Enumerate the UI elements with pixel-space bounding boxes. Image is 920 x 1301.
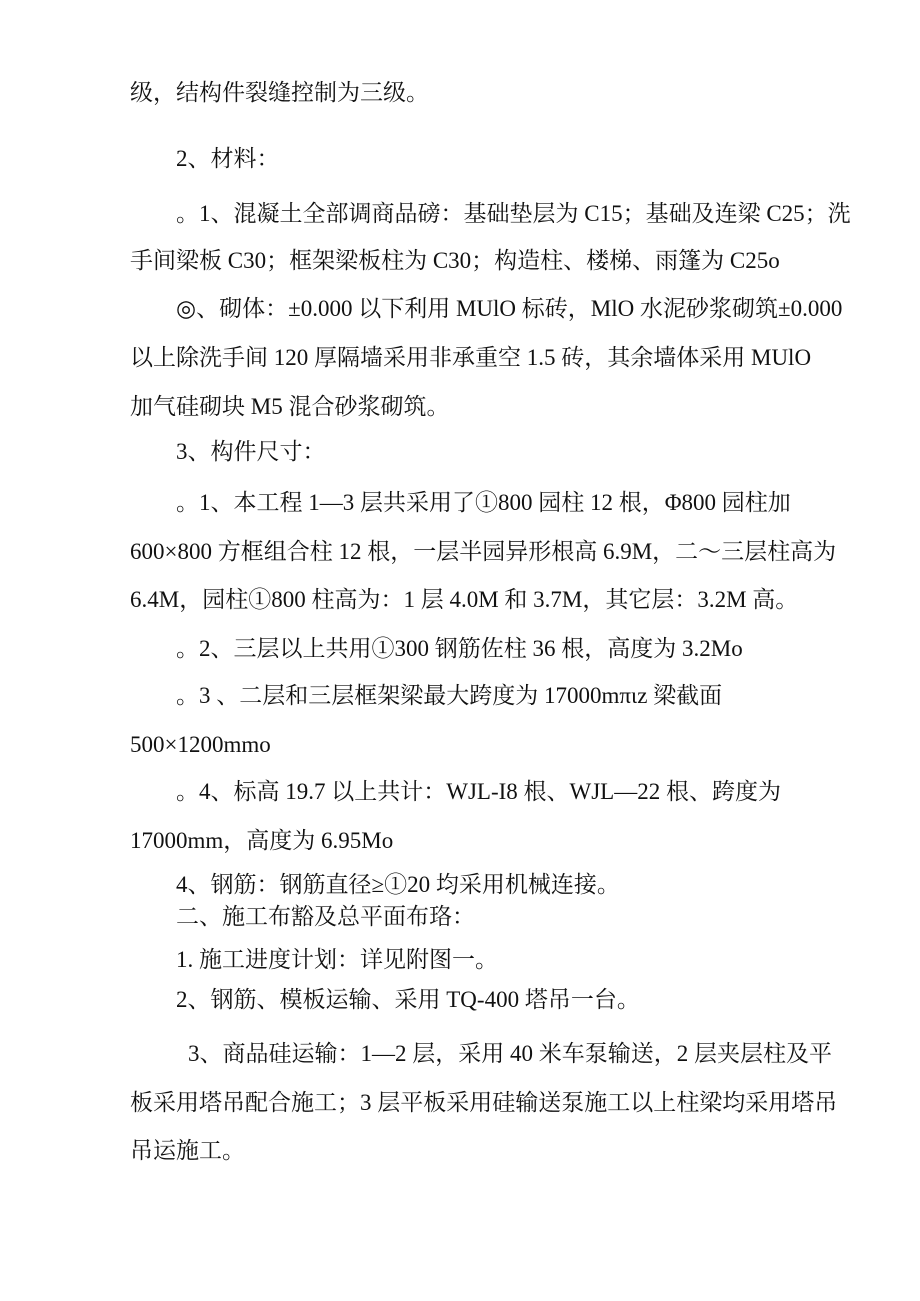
- text-line-beams-1: 。3 、二层和三层框架梁最大跨度为 17000mπιz 梁截面: [176, 683, 723, 708]
- text-line-crane: 2、钢筋、模板运输、采用 TQ-400 塔吊一台。: [176, 987, 640, 1012]
- section-heading-materials: 2、材料：: [176, 146, 280, 171]
- text-line-masonry-1: ◎、砌体：±0.000 以下利用 MUlO 标砖，MlO 水泥砂浆砌筑±0.000: [176, 296, 843, 321]
- text-line-beams-2: 500×1200mmo: [130, 732, 271, 757]
- text-line-concrete-1: 。1、混凝土全部调商品磅：基础垫层为 C15；基础及连梁 C25；洗: [176, 201, 851, 226]
- section-heading-component-sizes: 3、构件尺寸：: [176, 439, 326, 464]
- text-line-1: 级，结构件裂缝控制为三级。: [130, 80, 429, 105]
- text-line-rebar: 4、钢筋：钢筋直径≥①20 均采用机械连接。: [176, 872, 620, 897]
- text-line-columns-1: 。1、本工程 1—3 层共采用了①800 园柱 12 根，Φ800 园柱加: [176, 490, 791, 515]
- text-line-masonry-2: 以上除洗手间 120 厚隔墙采用非承重空 1.5 砖，其余墙体采用 MUlO: [130, 345, 812, 370]
- text-line-concrete-transport-3: 吊运施工。: [130, 1138, 245, 1163]
- text-line-schedule: 1. 施工进度计划：详见附图一。: [176, 947, 498, 972]
- text-line-concrete-transport-2: 板采用塔吊配合施工；3 层平板采用硅输送泵施工以上柱梁均采用塔吊: [130, 1090, 838, 1115]
- text-line-masonry-3: 加气硅砌块 M5 混合砂浆砌筑。: [130, 394, 450, 419]
- section-heading-construction-layout: 二、施工布豁及总平面布珞：: [176, 904, 475, 929]
- text-line-roof-beams-1: 。4、标高 19.7 以上共计：WJL-I8 根、WJL—22 根、跨度为: [176, 779, 781, 804]
- text-line-concrete-2: 手间梁板 C30；框架梁板柱为 C30；构造柱、楼梯、雨篷为 C25o: [130, 248, 780, 273]
- text-line-steel-columns: 。2、三层以上共用①300 钢筋佐柱 36 根，高度为 3.2Mo: [176, 636, 743, 661]
- text-line-concrete-transport-1: 3、商品硅运输：1—2 层，采用 40 米车泵输送，2 层夹层柱及平: [188, 1041, 832, 1066]
- text-line-columns-2: 600×800 方框组合柱 12 根，一层半园异形根高 6.9M，二～三层柱高为: [130, 539, 837, 564]
- text-line-roof-beams-2: 17000mm，高度为 6.95Mo: [130, 828, 394, 853]
- text-line-columns-3: 6.4M，园柱①800 柱高为：1 层 4.0M 和 3.7M，其它层：3.2M 高。: [130, 587, 799, 612]
